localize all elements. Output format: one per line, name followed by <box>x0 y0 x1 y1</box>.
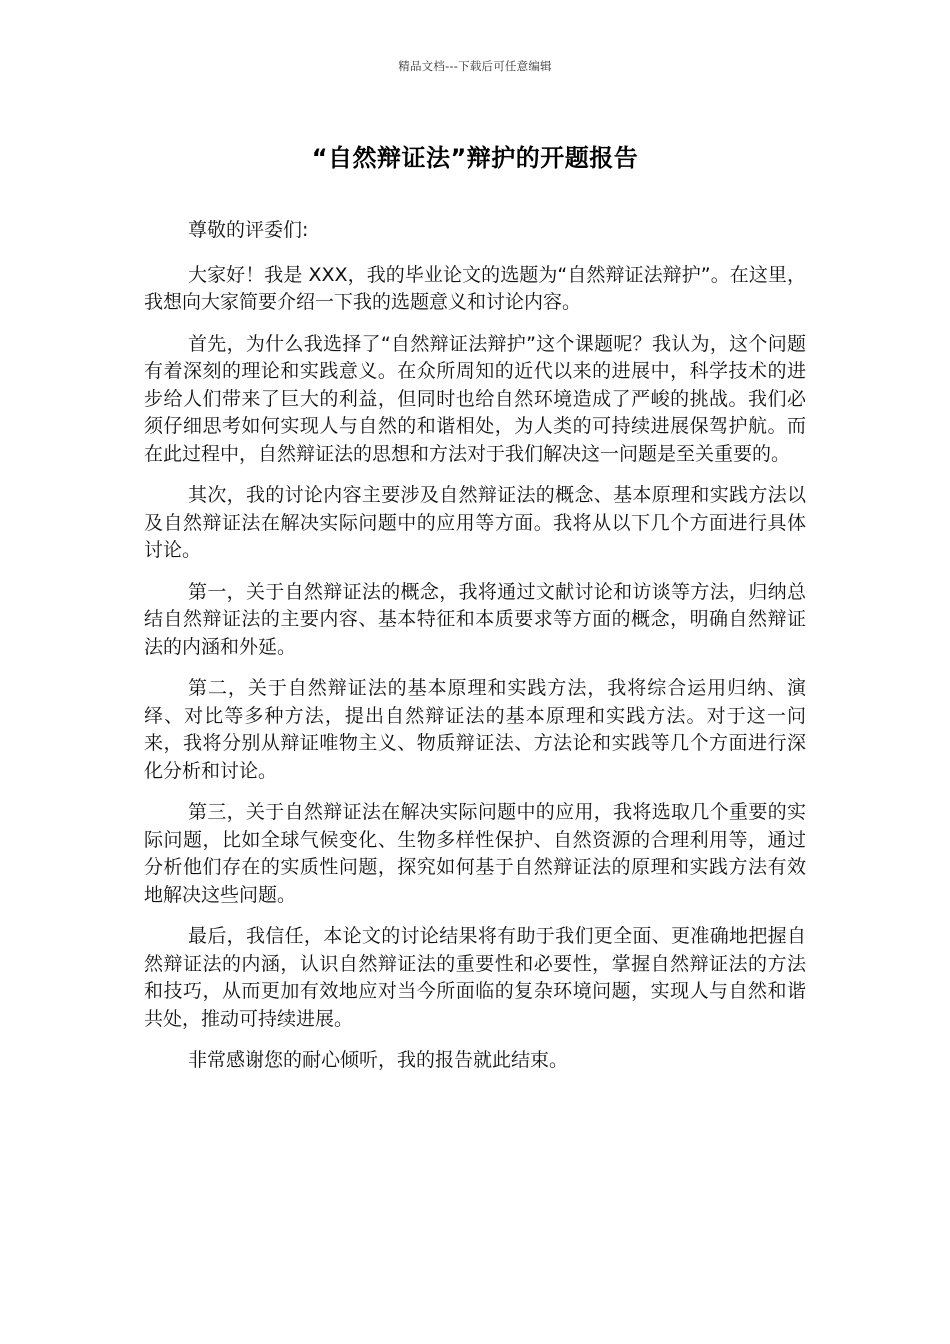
paragraph-conclusion: 最后，我信任，本论文的讨论结果将有助于我们更全面、更准确地把握自然辩证法的内涵，认识自然辩证法的重要性和必要性，掌握自然辩证法的方法和技巧，从而更加有效地应对当今所面临的复杂环境问题，实现人与自然和谐共处，推动可持续进展。 <box>144 925 806 1030</box>
salutation: 尊敬的评委们: <box>188 219 309 241</box>
paragraph-second-point: 第二，关于自然辩证法的基本原理和实践方法，我将综合运用归纳、演绎、对比等多种方法，提出自然辩证法的基本原理和实践方法。对于这一问来，我将分别从辩证唯物主义、物质辩证法、方法论和实践等几个方面进行深化分析和讨论。 <box>144 677 806 782</box>
paragraph-intro: 大家好！我是 XXX，我的毕业论文的选题为“自然辩证法辩护”。在这里，我想向大家简要介绍一下我的选题意义和讨论内容。 <box>144 263 806 313</box>
paragraph-content-overview: 其次，我的讨论内容主要涉及自然辩证法的概念、基本原理和实践方法以及自然辩证法在解决实际问题中的应用等方面。我将从以下几个方面进行具体讨论。 <box>144 484 806 561</box>
paragraph-closing: 非常感谢您的耐心倾听，我的报告就此结束。 <box>188 1049 569 1071</box>
paragraph-significance: 首先，为什么我选择了“自然辩证法辩护”这个课题呢？我认为，这个问题有着深刻的理论和实践意义。在众所周知的近代以来的进展中，科学技术的进步给人们带来了巨大的利益，但同时也给自然环境造成了严峻的挑战。我们必须仔细思考如何实现人与自然的和谐相处，为人类的可持续进展保驾护航。而在此过程中，自然辩证法的思想和方法对于我们解决这一问题是至关重要的。 <box>144 332 806 465</box>
document-body <box>144 217 806 1089</box>
paragraph-first-point: 第一，关于自然辩证法的概念，我将通过文献讨论和访谈等方法，归纳总结自然辩证法的主要内容、基本特征和本质要求等方面的概念，明确自然辩证法的内涵和外延。 <box>144 580 806 658</box>
document-title: “自然辩证法”辩护的开题报告 <box>311 144 639 172</box>
page-header-note: 精品文档---下载后可任意编辑 <box>398 59 552 73</box>
paragraph-third-point: 第三，关于自然辩证法在解决实际问题中的应用，我将选取几个重要的实际问题，比如全球气候变化、生物多样性保护、自然资源的合理利用等，通过分析他们存在的实质性问题，探究如何基于自然辩证法的原理和实践方法有效地解决这些问题。 <box>144 801 806 906</box>
